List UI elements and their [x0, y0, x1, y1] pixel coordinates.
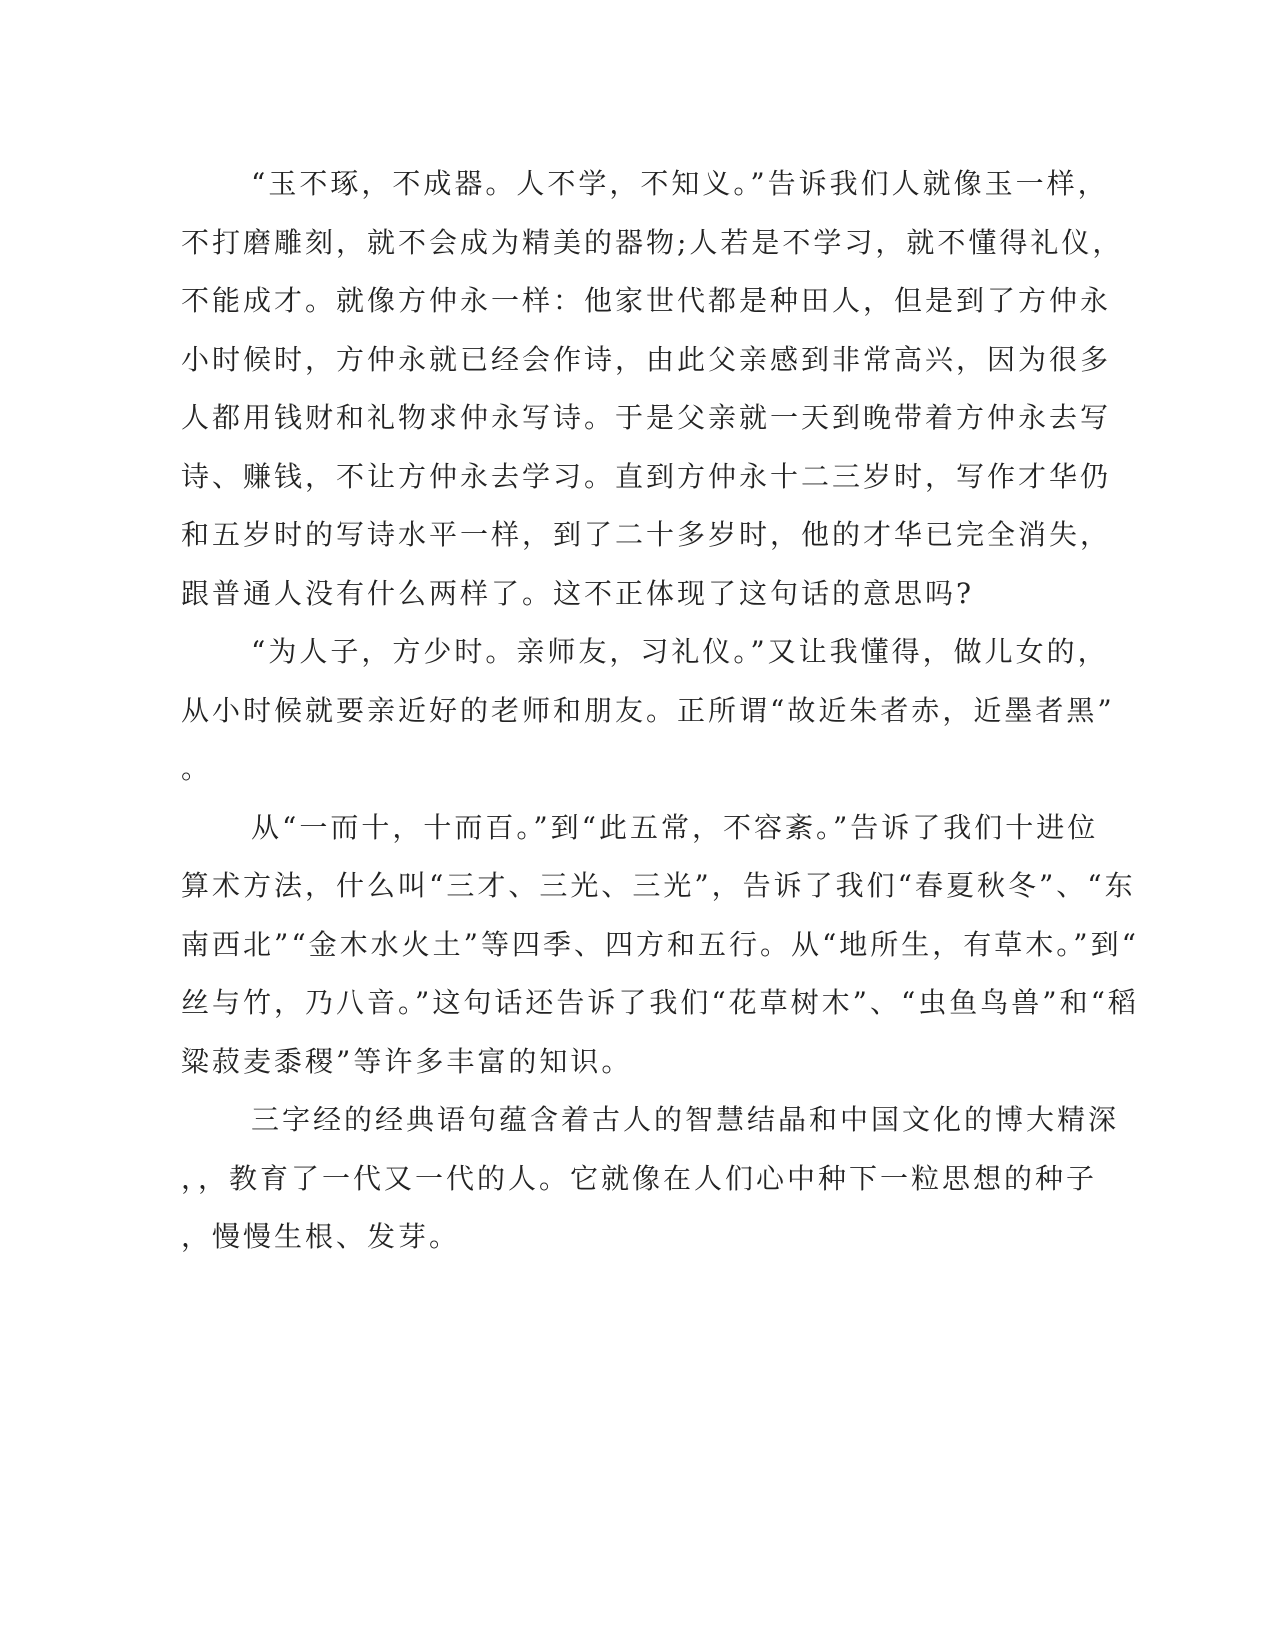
text-line: 小时候时，方仲永就已经会作诗，由此父亲感到非常高兴，因为很多	[181, 342, 1112, 376]
text-line: ，慢慢生根、发芽。	[181, 1220, 461, 1253]
text-line: 不打磨雕刻，就不会成为精美的器物;人若是不学习，就不懂得礼仪，	[181, 225, 1124, 259]
document-body	[181, 155, 1139, 1267]
text-line: 粱菽麦黍稷”等许多丰富的知识。	[181, 1044, 633, 1078]
text-line: 三字经的经典语句蕴含着古人的智慧结晶和中国文化的博大精深	[251, 1103, 1120, 1136]
text-line: 丝与竹，乃八音。”这句话还告诉了我们“花草树木”、“虫鱼鸟兽”和“稻	[181, 986, 1139, 1019]
text-line: 不能成才。就像方仲永一样：他家世代都是种田人，但是到了方仲永	[181, 284, 1112, 317]
text-line: 算术方法，什么叫“三才、三光、三光”，告诉了我们“春夏秋冬”、“东	[181, 869, 1136, 902]
text-line: 。	[181, 752, 213, 785]
paragraph-3	[181, 799, 1139, 1092]
text-line: “为人子，方少时。亲师友，习礼仪。”又让我懂得，做儿女的，	[251, 635, 1109, 668]
text-line: 跟普通人没有什么两样了。这不正体现了这句话的意思吗?	[181, 576, 975, 610]
text-line: ，，教育了一代又一代的人。它就像在人们心中种下一粒思想的种子	[181, 1161, 1098, 1195]
paragraph-4	[181, 1091, 1120, 1267]
text-line: 人都用钱财和礼物求仲永写诗。于是父亲就一天到晚带着方仲永去写	[181, 401, 1112, 434]
text-line: 和五岁时的写诗水平一样，到了二十多岁时，他的才华已完全消失，	[181, 518, 1112, 551]
paragraph-1	[181, 155, 1124, 623]
text-line: 诗、赚钱，不让方仲永去学习。直到方仲永十二三岁时，写作才华仍	[181, 459, 1112, 493]
text-line: 南西北”“金木水火土”等四季、四方和五行。从“地所生，有草木。”到“	[181, 927, 1139, 961]
paragraph-2	[181, 623, 1115, 799]
text-line: 从“一而十，十而百。”到“此五常，不容紊。”告诉了我们十进位	[251, 810, 1099, 844]
text-line: “玉不琢，不成器。人不学，不知义。”告诉我们人就像玉一样，	[251, 167, 1109, 200]
text-line: 从小时候就要亲近好的老师和朋友。正所谓“故近朱者赤，近墨者黑”	[181, 693, 1115, 727]
